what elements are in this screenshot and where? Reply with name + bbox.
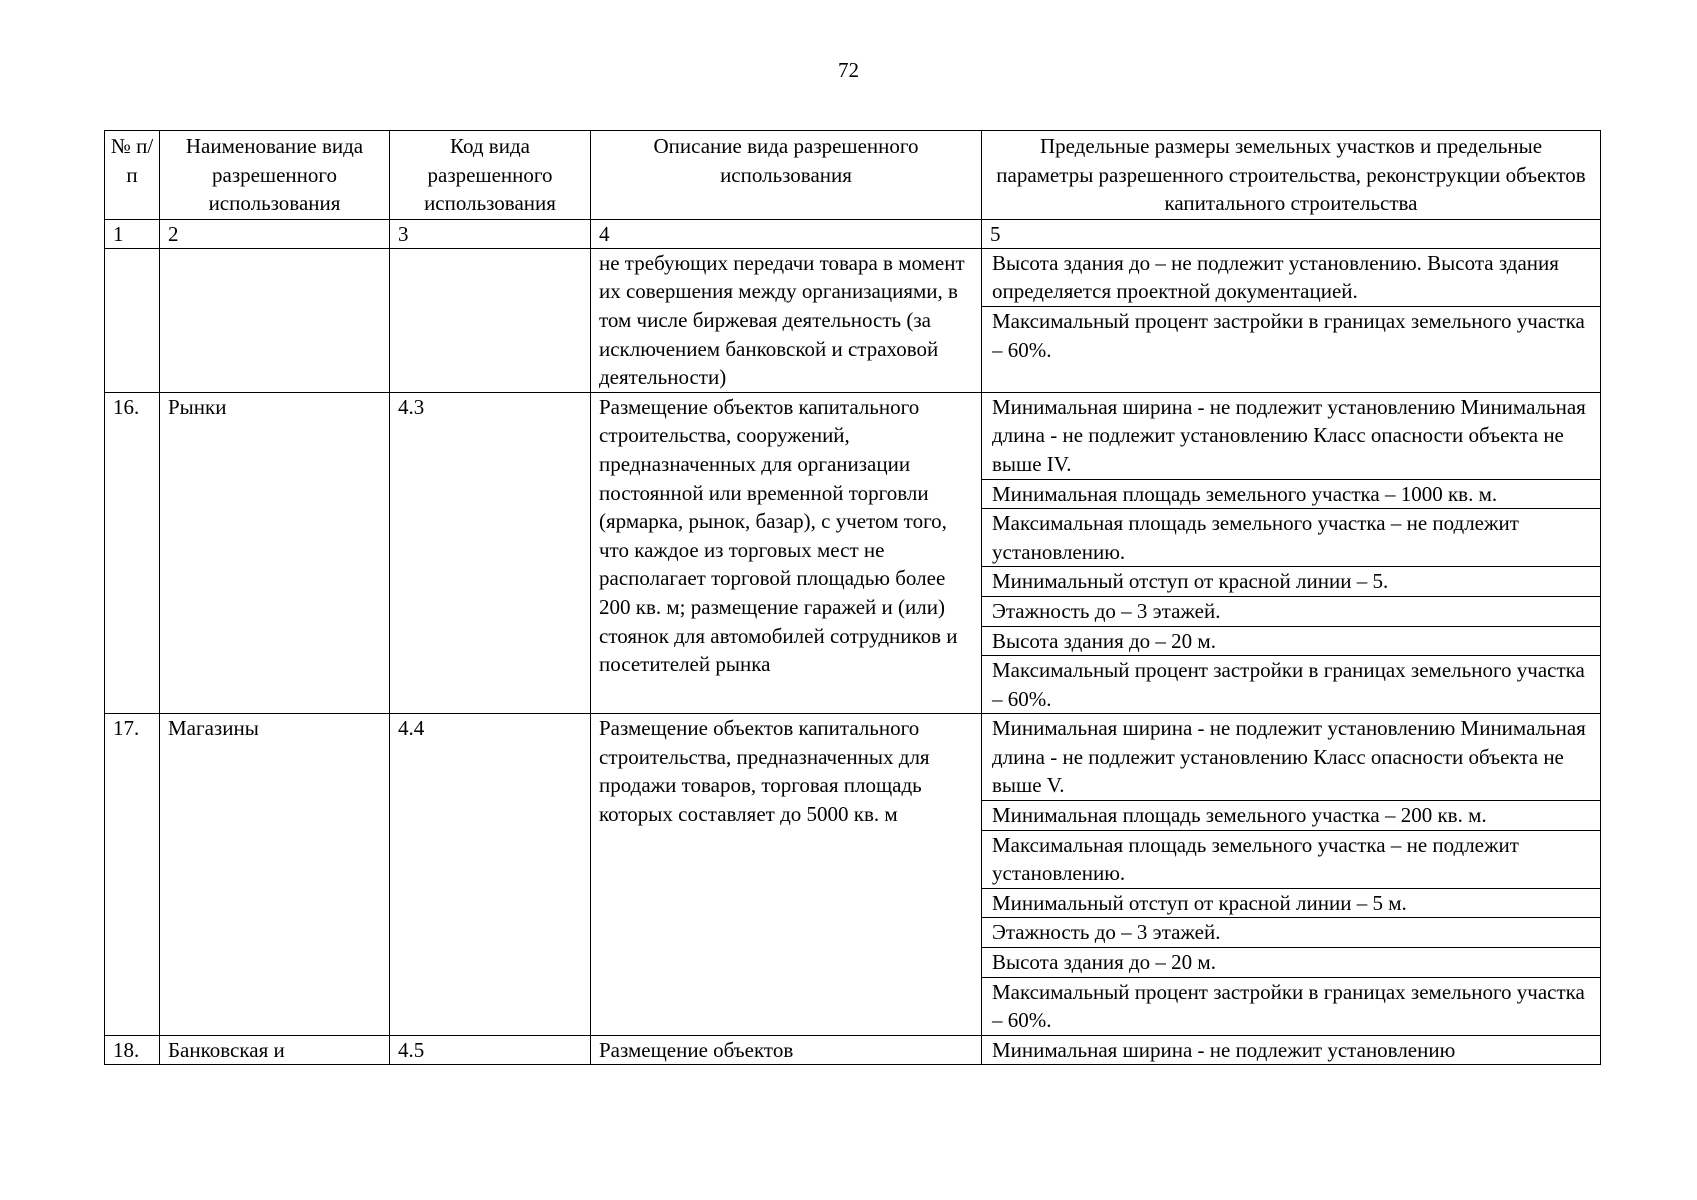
parameter-item: Минимальная площадь земельного участка – 1000 кв. м. [982, 479, 1600, 509]
parameter-item: Максимальная площадь земельного участка – не подлежит установлению. [982, 830, 1600, 888]
parameters-cell [982, 1035, 1601, 1065]
use-type-name [160, 248, 390, 392]
parameter-item: Минимальная ширина - не подлежит установлению [992, 1037, 1456, 1062]
page-number: 72 [838, 58, 859, 82]
column-number: 3 [390, 219, 591, 248]
row-number: 18. [105, 1035, 160, 1065]
parameter-item: Высота здания до – не подлежит установлению. Высота здания определяется проектной документацией. [992, 250, 1559, 304]
use-type-name: Рынки [160, 392, 390, 714]
use-type-code [390, 248, 591, 392]
use-type-code: 4.3 [390, 392, 591, 714]
header-parameters: Предельные размеры земельных участков и предельные параметры разрешенного строительства, реконструкции объектов капитального строительства [982, 131, 1601, 220]
use-type-code: 4.4 [390, 714, 591, 1036]
use-type-description: Размещение объектов [591, 1035, 982, 1065]
parameter-item: Минимальная ширина - не подлежит установлению Минимальная длина - не подлежит установлению Класс опасности объекта не выше V. [992, 716, 1586, 798]
parameter-item: Минимальная ширина - не подлежит установлению Минимальная длина - не подлежит установлению Класс опасности объекта не выше IV. [992, 394, 1586, 476]
table-row [105, 714, 1601, 1036]
use-type-name: Банковская и [160, 1035, 390, 1065]
parameter-item: Максимальный процент застройки в границах земельного участка – 60%. [982, 655, 1600, 713]
parameter-item: Этажность до – 3 этажей. [982, 917, 1600, 947]
header-description: Описание вида разрешенного использования [591, 131, 982, 220]
column-number: 4 [591, 219, 982, 248]
parameters-cell [982, 248, 1601, 392]
table-header-row [105, 131, 1601, 220]
row-number: 16. [105, 392, 160, 714]
table-row [105, 1035, 1601, 1065]
column-number-row [105, 219, 1601, 248]
parameter-item: Минимальный отступ от красной линии – 5. [982, 566, 1600, 596]
land-use-table [104, 130, 1601, 1065]
use-type-code: 4.5 [390, 1035, 591, 1065]
parameter-item: Максимальный процент застройки в границах земельного участка – 60%. [982, 306, 1600, 364]
column-number: 5 [982, 219, 1601, 248]
use-type-description: не требующих передачи товара в момент их совершения между организациями, в том числе биржевая деятельность (за исключением банковской и страховой деятельности) [591, 248, 982, 392]
parameter-item: Высота здания до – 20 м. [982, 947, 1600, 977]
parameter-item: Минимальный отступ от красной линии – 5 м. [982, 888, 1600, 918]
column-number: 2 [160, 219, 390, 248]
use-type-name: Магазины [160, 714, 390, 1036]
parameters-cell [982, 392, 1601, 714]
parameter-item: Максимальный процент застройки в границах земельного участка – 60%. [982, 977, 1600, 1035]
header-code: Код вида разрешенного использования [390, 131, 591, 220]
header-name: Наименование вида разрешенного использования [160, 131, 390, 220]
table-row [105, 392, 1601, 714]
parameter-item: Высота здания до – 20 м. [982, 626, 1600, 656]
parameter-item: Минимальная площадь земельного участка – 200 кв. м. [982, 800, 1600, 830]
parameter-item: Максимальная площадь земельного участка – не подлежит установлению. [982, 508, 1600, 566]
row-number [105, 248, 160, 392]
column-number: 1 [105, 219, 160, 248]
header-num: № п/ п [105, 131, 160, 220]
parameters-cell [982, 714, 1601, 1036]
parameter-item: Этажность до – 3 этажей. [982, 596, 1600, 626]
use-type-description: Размещение объектов капитального строительства, предназначенных для продажи товаров, торговая площадь которых составляет до 5000 кв. м [591, 714, 982, 1036]
table-row [105, 248, 1601, 392]
use-type-description: Размещение объектов капитального строительства, сооружений, предназначенных для организации постоянной или временной торговли (ярмарка, рынок, базар), с учетом того, что каждое из торговых мест не располагает торговой площадью более 200 кв. м; размещение гаражей и (или) стоянок для автомобилей сотрудников и посетителей рынка [591, 392, 982, 714]
row-number: 17. [105, 714, 160, 1036]
